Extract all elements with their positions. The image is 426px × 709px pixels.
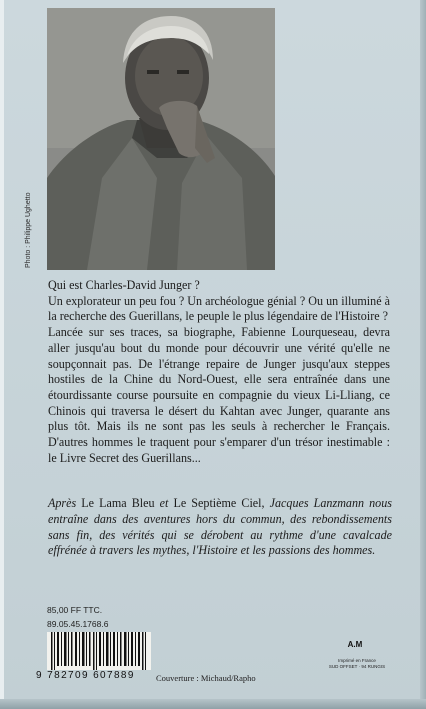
synopsis-question: Qui est Charles-David Junger ?: [48, 278, 200, 292]
author-photo-image: [47, 8, 275, 270]
photo-credit: Photo : Philippe Ughetto: [25, 192, 32, 268]
cover-credit: Couverture : Michaud/Rapho: [156, 673, 256, 683]
barcode: [47, 632, 151, 670]
printer-info: [322, 658, 392, 670]
blurb-et: et: [159, 496, 169, 510]
author-photo: [47, 8, 275, 270]
blurb-apres: Après: [48, 496, 77, 510]
synopsis-paragraph-2: Lancée sur ses traces, sa biographe, Fabienne Lourqueseau, devra aller jusqu'au bout du monde pour découvrir une vérité qu'elle ne soupçonnait pas. De l'étrange repaire de Junger jusqu'aux steppes hostiles de la Chine du Nord-Ouest, elle sera entraînée dans une étourdissante course poursuite en compagnie du vieux Li-Lliang, ce Chinois qui traversa le désert du Kahtan avec Junger, quarante ans plus tôt. Mais ils ne sont pas les seuls à rechercher le Français. D'autres hommes le traquent pour s'emparer d'un trésor inestimable : le Livre Secret des Guerillans...: [48, 325, 390, 465]
cover-edge-right: [420, 0, 426, 709]
blurb-rest: Jacques Lanzmann nous entraîne dans des aventures hors du commun, des rebondissements sans fin, des vérités qui se dérobent au rythme d'une cavalcade effrénée à travers les mythes, l'Histoire et les passions des hommes.: [48, 496, 392, 558]
synopsis-paragraph-1: Un explorateur un peu fou ? Un archéologue génial ? Ou un illuminé à la recherche des Guerillans, le peuple le plus légendaire de l'Histoire ?: [48, 293, 390, 324]
publisher-logo: A.M: [347, 640, 363, 649]
price-label: 85,00 FF TTC.: [47, 605, 103, 615]
printer-name: SUD OFFSET · 94 RUNGIS: [328, 664, 386, 669]
author-blurb: [48, 496, 392, 559]
barcode-number: 9 782709 607889: [36, 670, 135, 681]
synopsis: [48, 278, 390, 466]
cover-edge-bottom: [0, 699, 426, 709]
blurb-title-2: Le Septième Ciel,: [173, 496, 265, 510]
isbn-label: 89.05.45.1768.6: [47, 619, 109, 629]
printed-in-france: Imprimé en France: [338, 658, 376, 663]
blurb-title-1: Le Lama Bleu: [81, 496, 155, 510]
cover-edge-left: [0, 0, 4, 709]
